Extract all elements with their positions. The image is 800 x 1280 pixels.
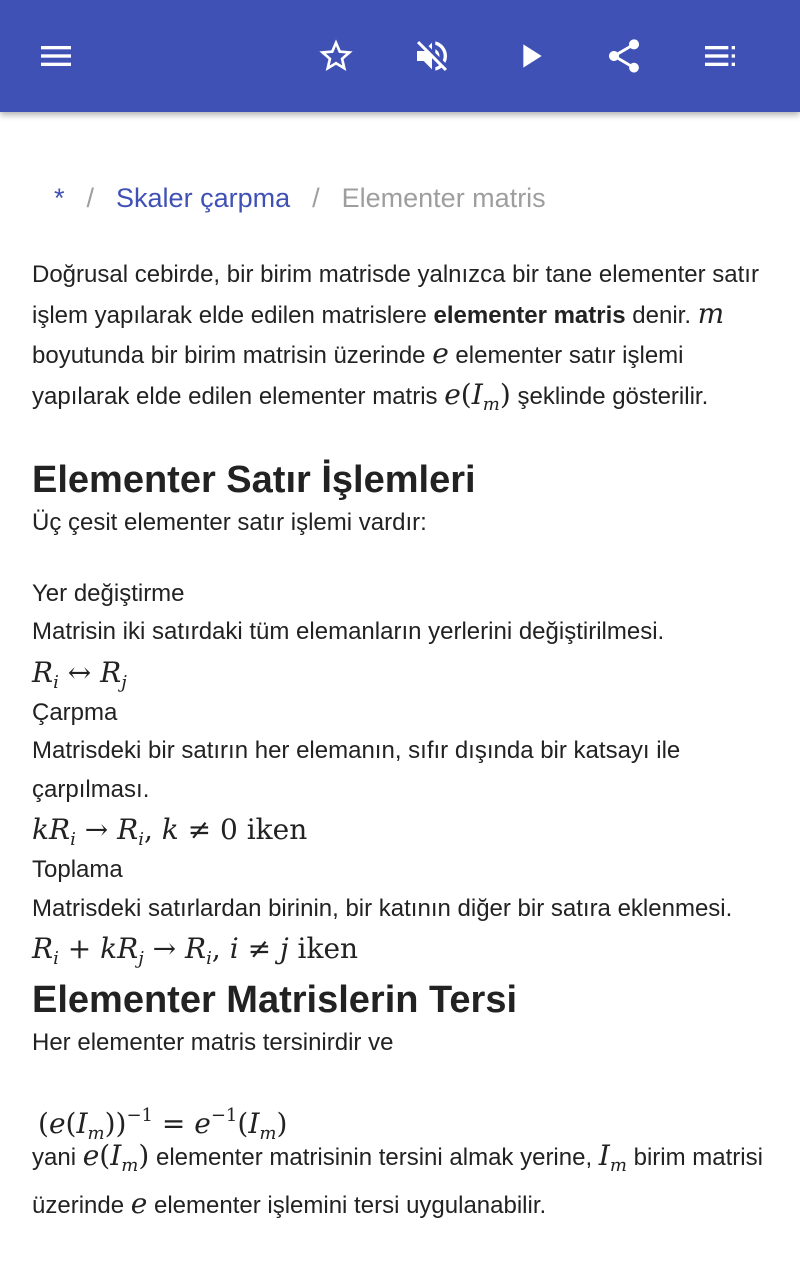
inverse-formula bbox=[32, 1095, 772, 1144]
formula-term: i bbox=[229, 932, 239, 965]
formula-term: kR bbox=[100, 932, 139, 965]
hamburger-menu-icon[interactable] bbox=[28, 28, 84, 84]
math-paren: ( bbox=[460, 377, 472, 411]
formula-superscript: −1 bbox=[210, 1104, 238, 1126]
operation-name: Çarpma bbox=[32, 698, 118, 726]
formula-term: R bbox=[185, 932, 207, 965]
inverse-explanation bbox=[32, 1137, 772, 1226]
formula-subscript: i bbox=[53, 948, 59, 969]
inverse-text: birim matrisi üzerinde bbox=[32, 1143, 763, 1219]
math-expr-I: I bbox=[110, 1138, 122, 1172]
math-paren: ) bbox=[499, 377, 511, 411]
formula-comma: , bbox=[143, 813, 162, 846]
operation-name: Yer değiştirme bbox=[32, 579, 185, 607]
operation-formula bbox=[32, 928, 772, 970]
operation-description: Matrisdeki satırlardan birinin, bir katının diğer bir satıra eklenmesi. bbox=[32, 894, 733, 922]
formula-paren: )) bbox=[104, 1106, 127, 1140]
article-content bbox=[32, 256, 772, 1226]
intro-bold-term: elementer matris bbox=[433, 301, 626, 329]
formula-term: I bbox=[76, 1106, 88, 1140]
breadcrumb-separator: / bbox=[86, 182, 95, 213]
formula-term: R bbox=[32, 655, 54, 689]
formula-paren: ( bbox=[65, 1106, 77, 1140]
breadcrumb-separator: / bbox=[312, 182, 320, 213]
formula-plus: + bbox=[58, 932, 101, 965]
breadcrumb-parent-link[interactable]: Skaler çarpma bbox=[116, 182, 291, 213]
formula-subscript: i bbox=[70, 829, 76, 850]
math-paren: ( bbox=[99, 1138, 111, 1172]
formula-neq: ≠ bbox=[238, 932, 280, 965]
formula-superscript: −1 bbox=[126, 1104, 153, 1126]
formula-term: e bbox=[194, 1106, 211, 1140]
formula-subscript: i bbox=[206, 948, 212, 969]
formula-subscript: m bbox=[87, 1122, 105, 1144]
math-expr-e: e bbox=[444, 377, 461, 411]
math-e: e bbox=[432, 337, 449, 370]
section-heading-row-operations: Elementer Satır İşlemleri bbox=[32, 459, 476, 501]
play-icon[interactable] bbox=[502, 28, 558, 84]
formula-subscript: i bbox=[53, 671, 59, 693]
breadcrumb bbox=[32, 178, 546, 218]
math-I: I bbox=[598, 1138, 610, 1172]
inverse-text: yani bbox=[32, 1143, 83, 1171]
breadcrumb-home[interactable]: * bbox=[54, 182, 65, 213]
math-subscript: m bbox=[482, 393, 500, 415]
formula-paren: ( bbox=[237, 1106, 249, 1140]
formula-term: R bbox=[117, 813, 139, 846]
formula-comma: , bbox=[211, 932, 230, 965]
operation-description: Matrisdeki bir satırın her elemanın, sıfır dışında bir katsayı ile çarpılması. bbox=[32, 737, 681, 803]
formula-term: R bbox=[32, 932, 54, 965]
formula-paren: ( bbox=[38, 1106, 49, 1140]
section-lead: Her elementer matris tersinirdir ve bbox=[32, 1029, 394, 1056]
formula-term: kR bbox=[32, 813, 71, 846]
formula-term: j bbox=[279, 932, 289, 965]
operation-description: Matrisin iki satırdaki tüm elemanların yerlerini değiştirilmesi. bbox=[32, 618, 665, 645]
star-outline-icon[interactable] bbox=[308, 28, 364, 84]
operation-formula bbox=[32, 809, 772, 851]
formula-term: e bbox=[48, 1106, 66, 1140]
intro-text: boyutunda bir birim matrisin üzerinde bbox=[32, 342, 433, 369]
formula-arrow: → bbox=[143, 932, 186, 965]
operation-name: Toplama bbox=[32, 856, 123, 883]
intro-text: Doğrusal cebirde, bir birim matrisde yalnızca bir tane elementer satır işlem yapılarak elde edilen matrislere bbox=[32, 261, 759, 329]
formula-word: iken bbox=[237, 813, 308, 846]
formula-number: 0 bbox=[220, 813, 238, 846]
volume-off-icon[interactable] bbox=[404, 28, 460, 84]
math-subscript: m bbox=[609, 1154, 627, 1176]
inverse-text: elementer işlemini tersi uygulanabilir. bbox=[147, 1192, 547, 1219]
formula-term: I bbox=[248, 1106, 260, 1140]
list-icon[interactable] bbox=[692, 28, 748, 84]
formula-neq: ≠ bbox=[178, 813, 220, 846]
formula-word: iken bbox=[288, 932, 359, 965]
inverse-text: elementer matrisinin tersini almak yerine, bbox=[149, 1143, 599, 1171]
formula-term: k bbox=[161, 813, 179, 846]
math-m: m bbox=[697, 296, 725, 330]
formula-subscript: i bbox=[138, 829, 144, 850]
breadcrumb-current: Elementer matris bbox=[341, 182, 546, 213]
formula-arrow: ↔ bbox=[58, 655, 101, 689]
section-lead: Üç çesit elementer satır işlemi vardır: bbox=[32, 509, 427, 536]
intro-text: şeklinde gösterilir. bbox=[510, 382, 709, 410]
formula-term: R bbox=[100, 655, 122, 689]
formula-arrow: → bbox=[75, 813, 118, 846]
math-expr-e: e bbox=[82, 1138, 100, 1172]
formula-subscript: j bbox=[121, 671, 127, 693]
formula-subscript: j bbox=[138, 948, 144, 969]
section-heading-inverse: Elementer Matrislerin Tersi bbox=[32, 979, 518, 1021]
math-paren: ) bbox=[138, 1138, 150, 1172]
math-expr-I: I bbox=[471, 377, 483, 411]
intro-text: elementer satır işlemi yapılarak elde edilen elementer matris bbox=[32, 342, 684, 410]
formula-equals: = bbox=[153, 1106, 195, 1140]
formula-subscript: m bbox=[259, 1122, 277, 1144]
share-icon[interactable] bbox=[596, 28, 652, 84]
operation-formula bbox=[32, 652, 772, 694]
formula-paren: ) bbox=[276, 1106, 288, 1140]
intro-paragraph bbox=[32, 256, 772, 424]
app-toolbar bbox=[0, 0, 800, 112]
math-subscript: m bbox=[121, 1154, 139, 1176]
math-e: e bbox=[130, 1187, 148, 1220]
intro-text: denir. bbox=[625, 301, 698, 329]
